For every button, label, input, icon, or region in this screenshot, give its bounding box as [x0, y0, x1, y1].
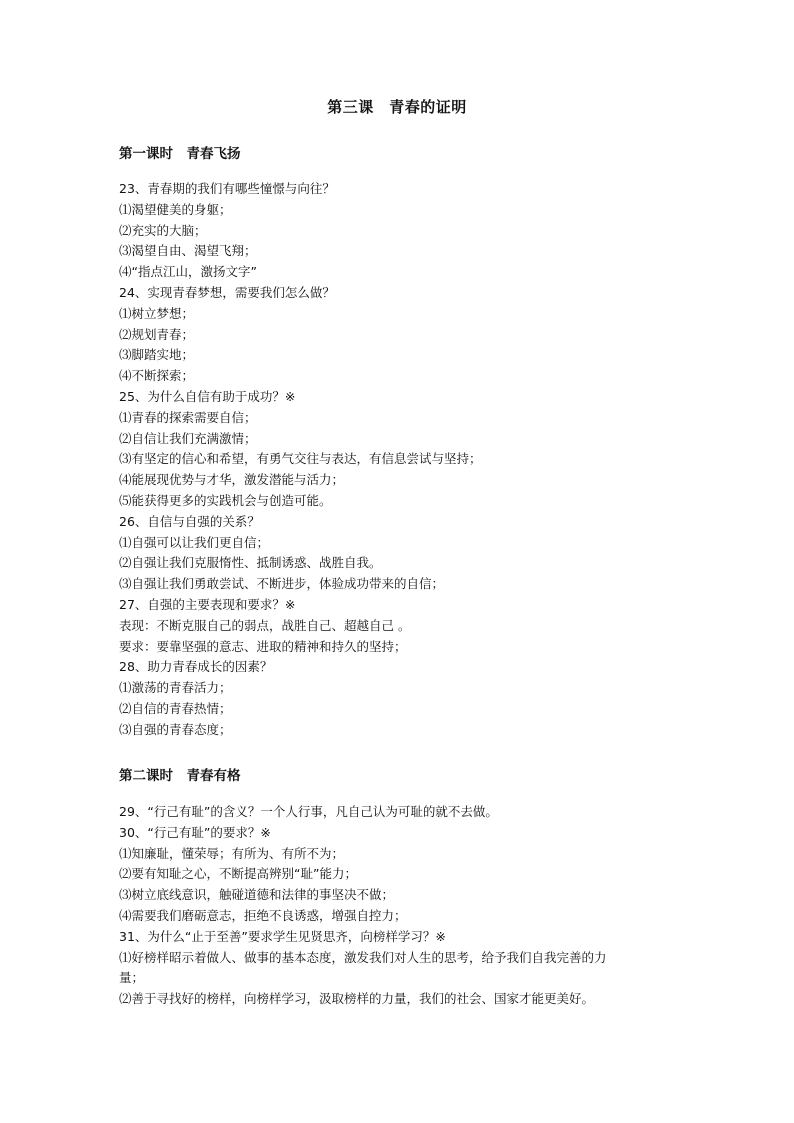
text-line: 量； [119, 970, 145, 986]
text-line: ⑴树立梦想； [119, 305, 195, 321]
text-line: ⑶自强的青春态度； [119, 721, 232, 737]
text-line: 26、自信与自强的关系？ [119, 513, 260, 529]
text-line: ⑶自强让我们勇敢尝试、不断进步，体验成功带来的自信； [119, 576, 445, 592]
text-line: ⑴激荡的青春活力； [119, 680, 232, 696]
text-line: ⑵自信让我们充满激情； [119, 430, 257, 446]
section-heading-1: 第一课时 青春飞扬 [119, 146, 241, 162]
text-line: ⑵充实的大脑； [119, 222, 207, 238]
text-line: ⑴知廉耻，懂荣辱；有所为、有所不为； [119, 845, 345, 861]
text-line: 29、“行己有耻”的含义？一个人行事，凡自己认为可耻的就不去做。 [119, 804, 498, 819]
text-line: 表现：不断克服自己的弱点，战胜自己、超越自己 。 [119, 617, 411, 633]
text-line: ⑵自强让我们克服惰性、抵制诱惑、战胜自我。 [119, 555, 382, 571]
lesson-title: 第三课 青春的证明 [327, 98, 467, 116]
text-line: 要求：要靠坚强的意志、进取的精神和持久的坚持； [119, 638, 407, 654]
text-line: ⑴自强可以让我们更自信； [119, 534, 270, 550]
text-line: ⑵善于寻找好的榜样，向榜样学习，汲取榜样的力量，我们的社会、国家才能更美好。 [119, 991, 595, 1007]
section-1-content [119, 179, 699, 741]
text-line: ⑵要有知耻之心，不断提高辨别“耻”能力； [119, 866, 357, 882]
text-line: 28、助力青春成长的因素？ [119, 659, 273, 675]
text-line: ⑶树立底线意识，触碰道德和法律的事坚决不做； [119, 887, 395, 903]
text-line: ⑶有坚定的信心和希望，有勇气交往与表达，有信息尝试与坚持； [119, 451, 482, 467]
section-2-content [119, 802, 699, 1010]
text-line: ⑴渴望健美的身躯； [119, 201, 232, 217]
text-line: 25、为什么自信有助于成功？※ [119, 388, 296, 404]
text-line: 27、自强的主要表现和要求？※ [119, 596, 296, 612]
text-line: ⑴青春的探索需要自信； [119, 409, 257, 425]
text-line: ⑷能展现优势与才华，激发潜能与活力； [119, 472, 345, 488]
text-line: ⑷需要我们磨砺意志，拒绝不良诱惑，增强自控力； [119, 907, 407, 923]
text-line: ⑵规划青春； [119, 326, 195, 342]
text-line: ⑴好榜样昭示着做人、做事的基本态度，激发我们对人生的思考，给予我们自我完善的力 [119, 949, 607, 965]
text-line: ⑷不断探索； [119, 368, 195, 384]
text-line: ⑸能获得更多的实践机会与创造可能。 [119, 492, 332, 508]
text-line: 23、青春期的我们有哪些憧憬与向往？ [119, 181, 335, 196]
text-line: 30、“行己有耻”的要求？※ [119, 824, 271, 840]
text-line: ⑵自信的青春热情； [119, 700, 232, 716]
text-line: 24、实现青春梦想，需要我们怎么做？ [119, 284, 335, 300]
text-line: 31、为什么“止于至善”要求学生见贤思齐，向榜样学习？※ [119, 928, 446, 944]
text-line: ⑷“指点江山，激扬文字” [119, 264, 257, 280]
text-line: ⑶脚踏实地； [119, 347, 195, 363]
section-heading-2: 第二课时 青春有格 [119, 768, 241, 784]
text-line: ⑶渴望自由、渴望飞翔； [119, 243, 257, 259]
